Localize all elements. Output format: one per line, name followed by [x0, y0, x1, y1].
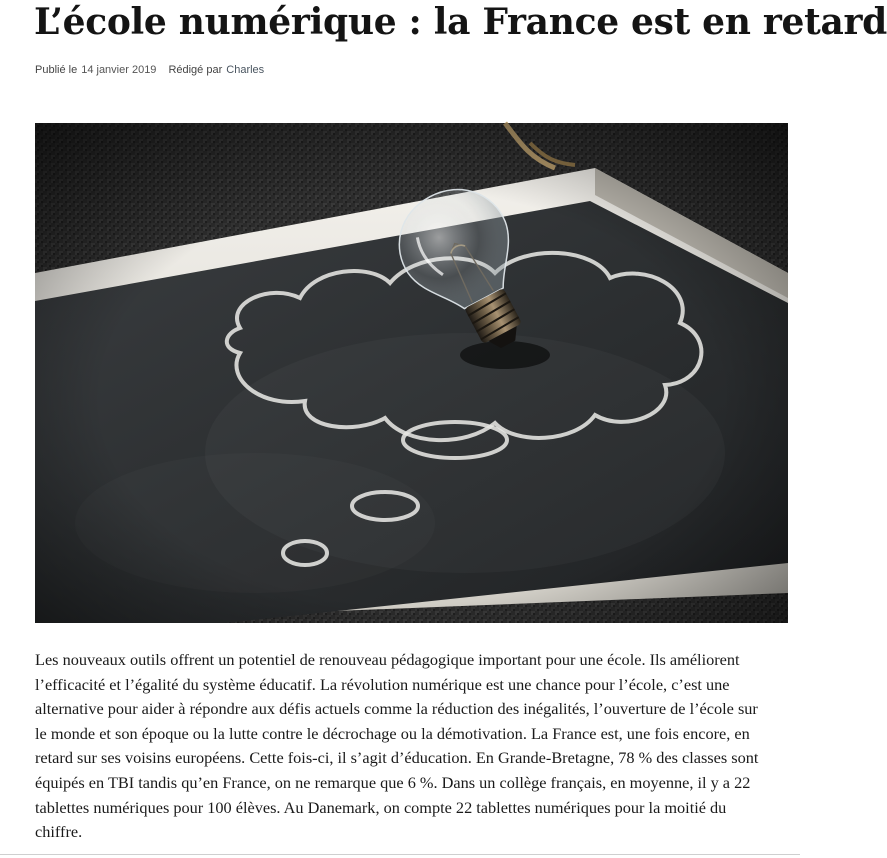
bottom-divider [0, 854, 800, 855]
article-title: L’école numérique : la France est en retard [34, 1, 887, 43]
author-label: Rédigé par [168, 64, 223, 76]
author-link[interactable]: Charles [226, 64, 265, 76]
lightbulb-chalkboard-illustration [35, 123, 788, 623]
article-body: Les nouveaux outils offrent un potentiel de renouveau pédagogique important pour une école. Ils améliorent l’efficacité et l’égalité du système éducatif. La révolution numérique est une chance pour l’école, c’est une alternative pour aider à répondre aux défis actuels comme la réduction des inégalités, l’ouverture de l’école sur le monde et son époque ou la lutte contre le décrochage ou la démotivation. La France est, une fois encore, en retard sur ses voisins européens. Cette fois-ci, il s’agit d’éducation. En Grande-Bretagne, 78 % des classes sont équipés en TBI tandis qu’en France, on ne remarque que 6 %. Dans un collège français, en moyenne, il y a 22 tablettes numériques pour 100 élèves. Au Danemark, on compte 22 tablettes numériques pour la moitié du chiffre. [35, 650, 759, 842]
article-meta [35, 62, 264, 78]
published-date: 14 janvier 2019 [81, 64, 157, 76]
published-label: Publié le [35, 64, 78, 76]
hero-image [35, 123, 788, 623]
